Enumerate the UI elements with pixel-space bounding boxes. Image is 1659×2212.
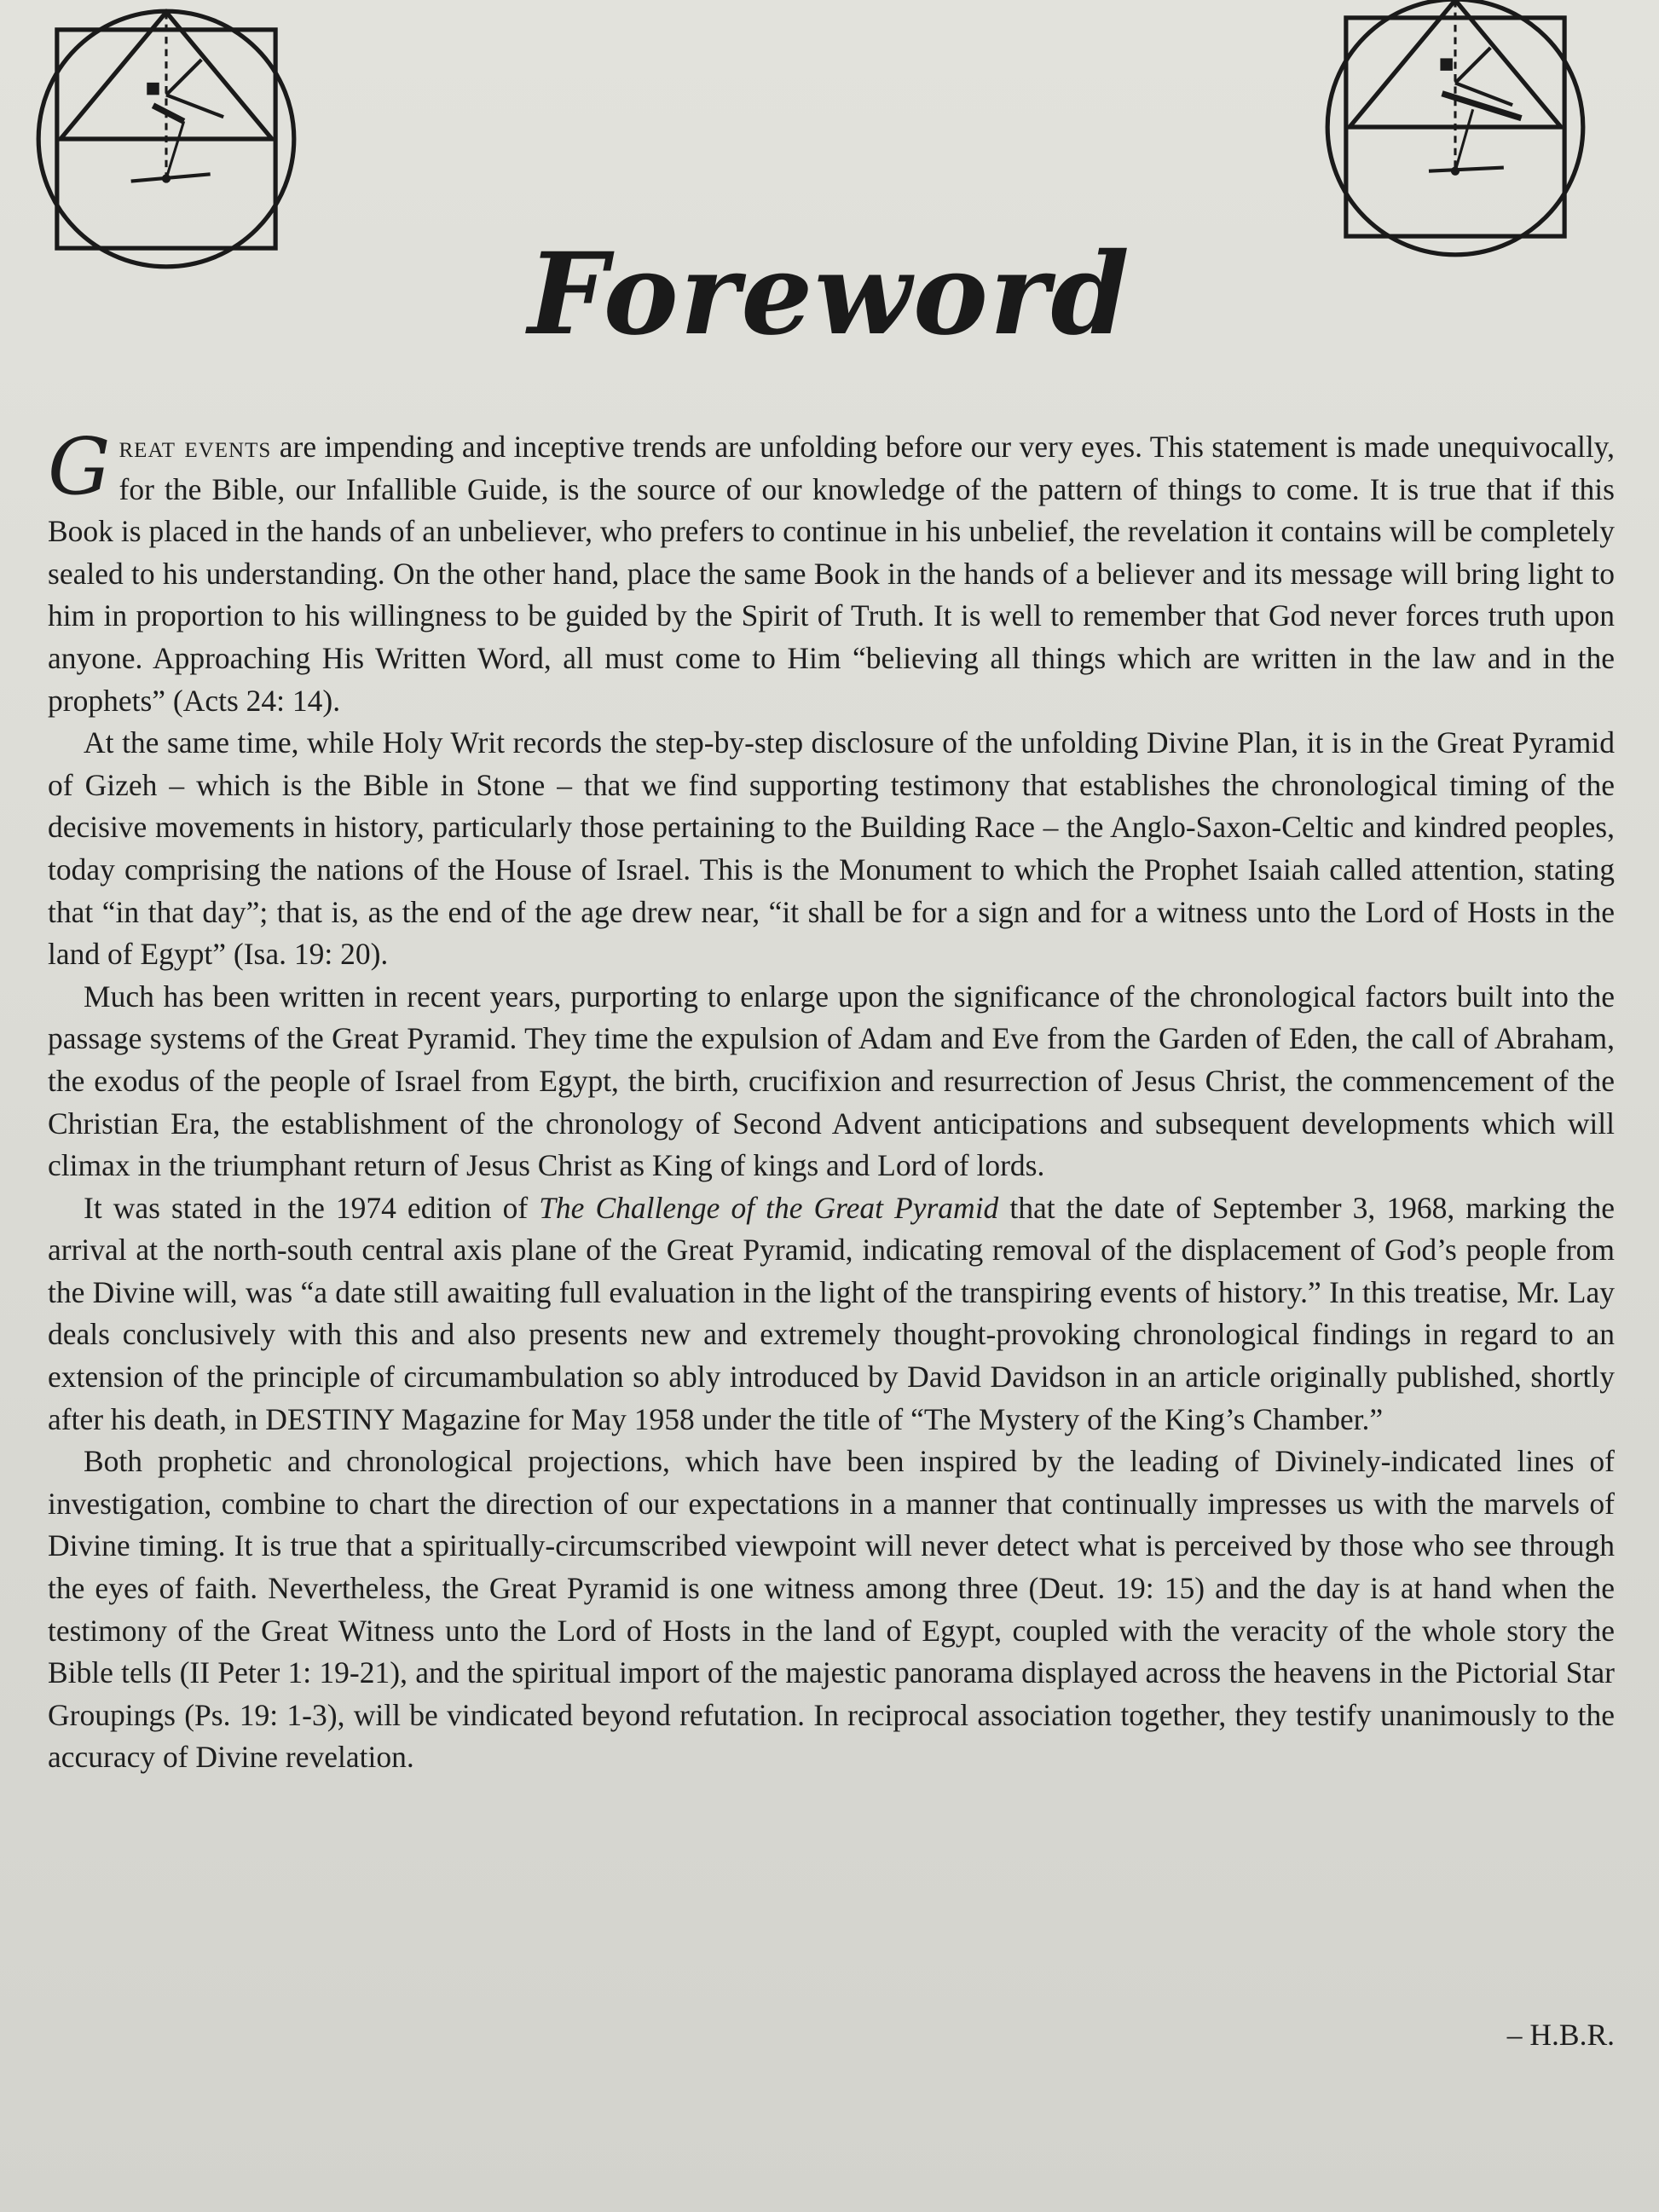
paragraph-1 bbox=[48, 421, 1615, 722]
book-title-italic: The Challenge of the Great Pyramid bbox=[539, 1190, 999, 1225]
paragraph-4-text-after: that the date of September 3, 1968, marking the arrival at the north-south central axis plane of the Great Pyramid, indicating removal of the displacement of God’s people from the Divine will, was “a date still awaiting full evaluation in the light of the transpiring events of history.” In this treatise, Mr. Lay deals conclusively with this and also presents new and extremely thought-provoking chronological findings in regard to an extension of the principle of circumambulation so ably introduced by David Davidson in an article originally published, shortly after his death, in DESTINY Magazine for May 1958 under the title of “The Mystery of the King’s Chamber.” bbox=[48, 1190, 1615, 1436]
paragraph-1-text: are impending and inceptive trends are unfolding before our very eyes. This statement is made unequivocally, for the Bible, our Infallible Guide, is the source of our knowledge of the pattern of things to come. It is true that if this Book is placed in the hands of an unbeliever, who prefers to continue in his unbelief, the revelation it contains will be completely sealed to his understanding. On the other hand, place the same Book in the hands of a believer and its message will bring light to him in proportion to his willingness to be guided by the Spirit of Truth. It is well to remember that God never forces truth upon anyone. Approaching His Written Word, all must come to Him “believing all things which are written in the law and in the prophets” (Acts 24: 14). bbox=[48, 430, 1615, 718]
paragraph-3: Much has been written in recent years, purporting to enlarge upon the significance of the chronological factors built into the passage systems of the Great Pyramid. They time the expulsion of Adam and Eve from the Garden of Eden, the call of Abraham, the exodus of the people of Israel from Egypt, the birth, crucifixion and resurrection of Jesus Christ, the commencement of the Christian Era, the establishment of the chronology of Second Advent anticipations and subsequent developments which will climax in the triumphant return of Jesus Christ as King of kings and Lord of lords. bbox=[48, 979, 1615, 1183]
drop-cap: G bbox=[48, 421, 111, 512]
author-signature: – H.B.R. bbox=[1506, 2018, 1615, 2052]
paragraph-5: Both prophetic and chronological projections, which have been inspired by the leading of Divinely-indicated lines of investigation, combine to chart the direction of our expectations in a manner that continually impresses us with the marvels of Divine timing. It is true that a spiritually-circumscribed viewpoint will never detect what is perceived by those who see through the eyes of faith. Nevertheless, the Great Pyramid is one witness among three (Deut. 19: 15) and the day is at hand when the testimony of the Great Witness unto the Lord of Hosts in the land of Egypt, coupled with the veracity of the whole story the Bible tells (II Peter 1: 19-21), and the spiritual import of the majestic panorama displayed across the heavens in the Pictorial Star Groupings (Ps. 19: 1-3), will be vindicated beyond refutation. In reciprocal association together, they testify unanimously to the accuracy of Divine revelation. bbox=[48, 1444, 1615, 1775]
paragraph-2: At the same time, while Holy Writ records the step-by-step disclosure of the unfolding Divine Plan, it is in the Great Pyramid of Gizeh – which is the Bible in Stone – that we find supporting testimony that establishes the chronological timing of the decisive movements in history, particularly those pertaining to the Building Race – the Anglo-Saxon-Celtic and kindred peoples, today comprising the nations of the House of Israel. This is the Monument to which the Prophet Isaiah called attention, stating that “in that day”; that is, as the end of the age drew near, “it shall be for a sign and for a witness unto the Lord of Hosts in the land of Egypt” (Isa. 19: 20). bbox=[48, 725, 1615, 972]
foreword-body bbox=[48, 421, 1615, 1779]
pyramid-emblem-icon bbox=[1323, 0, 1587, 259]
lead-words: reat events bbox=[118, 430, 272, 464]
page-title: Foreword bbox=[528, 228, 1131, 361]
paragraph-4-text-before: It was stated in the 1974 edition of bbox=[84, 1190, 540, 1225]
paragraph-4 bbox=[48, 1187, 1615, 1441]
